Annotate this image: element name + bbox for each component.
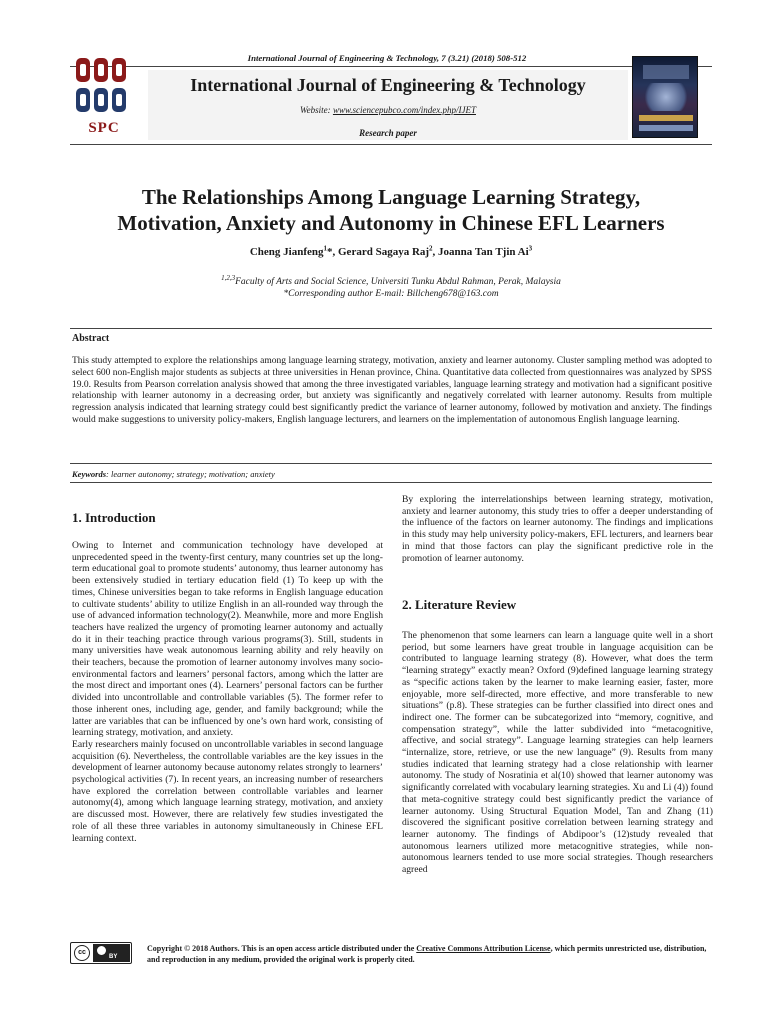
author-sep: , [432,246,439,258]
right-column-literature [402,630,713,876]
section-1-heading: 1. Introduction [72,510,156,525]
publisher-logo [66,54,142,140]
by-label: BY [109,954,118,960]
paper-title [70,184,712,236]
journal-title: International Journal of Engineering & Technology [190,75,586,95]
author-3: Joanna Tan Tjin Ai [438,246,529,258]
literature-paragraph-1: The phenomenon that some learners can learn a language quite well in a short period, but some learners have great trouble in language acquisition can be contributed to language learning strategy (8). However, what does the term “learning strategy” exactly mean? Oxford (9)defined language learning strategy as “specific actions taken by the learner to make learning easier, faster, more enjoyable, more self-directed, more effective, and more transferable to new situations” (p.8). These strategies can be further classified into direct ones and indirect one. The former can be subcategorized into “memory, cognitive, and compensation strategy”, while the latter subdivided into “metacognitive, affective, and social strategy”. Language learning strategies can help learners “internalize, store, retrieve, or use the new language” (9). Results from many studies indicated that learning strategy had a close relationship with learner autonomy. The study of Nosratinia et al(10) showed that learner autonomy was significantly correlated with vocabulary learning strategies. Xu and Li (4)) found that meta-cognitive strategy could best significantly predict the variance of learner autonomy. Using Structural Equation Model, Tan and Zhang (11) discovered the significant positive correlation between learning strategy and learner autonomy. The findings of Abdipoor’s (12)study revealed that autonomous learners utilized more metacognitive strategies, while non-autonomous learners tended to use more social strategies. Though researchers agreed [402,630,713,876]
license-link[interactable]: Creative Commons Attribution License [416,944,551,953]
intro-paragraph-1: Owing to Internet and communication technology have developed at unprecedented speed in the twenty-first century, many countries set up the long-term educational goal to promote students’ autonomy, thus learner autonomy has been extensively studied in tertiary education field (1) To keep up with the times, Chinese universities began to take reforms in English language education to cultivate students’ ability to utilize English in an all-rounded way through the use of advanced information technology(2). Meanwhile, more and more English teachers have realized the urgency of promoting learner autonomy and actually do it in their teaching practice through various programs(3). Still, students in many universities have weak autonomous learning ability and rely heavily on their teachers, because the promotion of learner autonomy involves many socio-environmental factors and learners’ personal factors, among which the latter are the most direct and important ones (4). Learners’ personal factors can be further divided into uncontrollable and controllable variables (5). The former refer to those inherent ones, including age, gender, and family background; while the latter are variables that can be influenced by one’s own hard work, consisting of learning strategy, motivation, and anxiety. [72,540,383,739]
keywords-rule [70,482,712,483]
affiliation-sup: 1,2,3 [221,273,236,282]
keywords-list: : learner autonomy; strategy; motivation; anxiety [106,469,275,479]
abstract-top-rule [70,328,712,329]
spc-logo-icon [70,54,138,118]
intro-paragraph-2: Early researchers mainly focused on uncontrollable variables in second language acquisition (6). Nevertheless, the controllable variables are the key issues in the development of learner autonomy because autonomy relates strongly to learners’ psychological activities (7). In recent years, an increasing number of researchers have explored the correlation between controllable variables and learner autonomy(4), among which language learning strategy, motivation, and anxiety are discussed most. However, there are relatively few studies investigated the role of all these three variables in autonomy simultaneously in Chinese EFL learning context. [72,738,383,844]
cc-by-license-icon[interactable] [70,942,132,964]
logo-text: SPC [88,120,120,136]
abstract-text: This study attempted to explore the relationships among language learning strategy, motivation, anxiety and learner autonomy. Cluster sampling method was adopted to select 600 non-English major students as subjects at three universities in Henan province, China. Quantitative data collected from questionnaires was analyzed by SPSS 19.0. Results from Pearson correlation analysis showed that among the three investigated variables, language learning strategy and motivation had a significant positive relationship with learner autonomy in a decreasing order, but anxiety was significantly and negatively correlated with learner autonomy. Results from multiple regression analysis indicated that learning strategy could best significantly predict the variance of learner autonomy, followed by motivation and anxiety. The findings would make suggestions to university policy-makers, English language lecturers, and learners on the implementation of autonomous English language learning. [72,356,712,425]
copyright-notice [147,943,713,965]
right-column-intro [402,494,713,564]
paper-type: Research paper [359,128,417,138]
journal-citation: International Journal of Engineering & Technology, 7 (3.21) (2018) 508-512 [247,53,527,63]
person-icon [97,946,106,955]
section-2-heading: 2. Literature Review [402,597,517,612]
website-link[interactable]: www.sciencepubco.com/index.php/IJET [332,105,476,115]
cc-icon: cc [74,945,90,961]
journal-website [148,105,628,115]
author-1: Cheng Jianfeng [249,246,324,258]
keywords-label: Keywords [72,469,106,479]
author-3-sup: 3 [528,244,533,253]
affiliation: Faculty of Arts and Social Science, Universiti Tunku Abdul Rahman, Perak, Malaysia [235,277,561,287]
title-line-1: The Relationships Among Language Learning Strategy, [141,185,641,209]
author-2: Gerard Sagaya Raj [338,246,430,258]
keywords [72,469,275,479]
journal-cover-image [632,56,698,138]
corresponding-email: *Corresponding author E-mail: Billcheng678@163.com [283,289,499,299]
corresponding-mark: *, [327,246,338,258]
copyright-post: , which permits unrestricted use, distribution, and reproduction in any medium, provided the original work is properly cited. [147,944,707,964]
header-bottom-rule [70,144,712,145]
author-1-sup: 1 [323,244,327,253]
abstract-heading: Abstract [72,333,110,344]
intro-paragraph-3: By exploring the interrelationships between learning strategy, motivation, anxiety and learner autonomy, this study tries to offer a deeper understanding of the influence of the factors on learner autonomy. The findings and implications in this study may help university policy-makers, EFL lecturers, and learners bear in mind that those factors can play the significant predictive role in the promotion of learner autonomy. [402,494,713,564]
abstract-bottom-rule [70,463,712,464]
author-2-sup: 2 [429,244,433,253]
header-top-rule [70,66,712,67]
copyright-pre: Copyright © 2018 Authors. This is an open access article distributed under the [147,944,417,953]
left-column [72,540,383,844]
affiliations [70,273,712,300]
author-list [70,246,712,258]
title-line-2: Motivation, Anxiety and Autonomy in Chinese EFL Learners [117,211,665,235]
website-label: Website: [300,105,333,115]
